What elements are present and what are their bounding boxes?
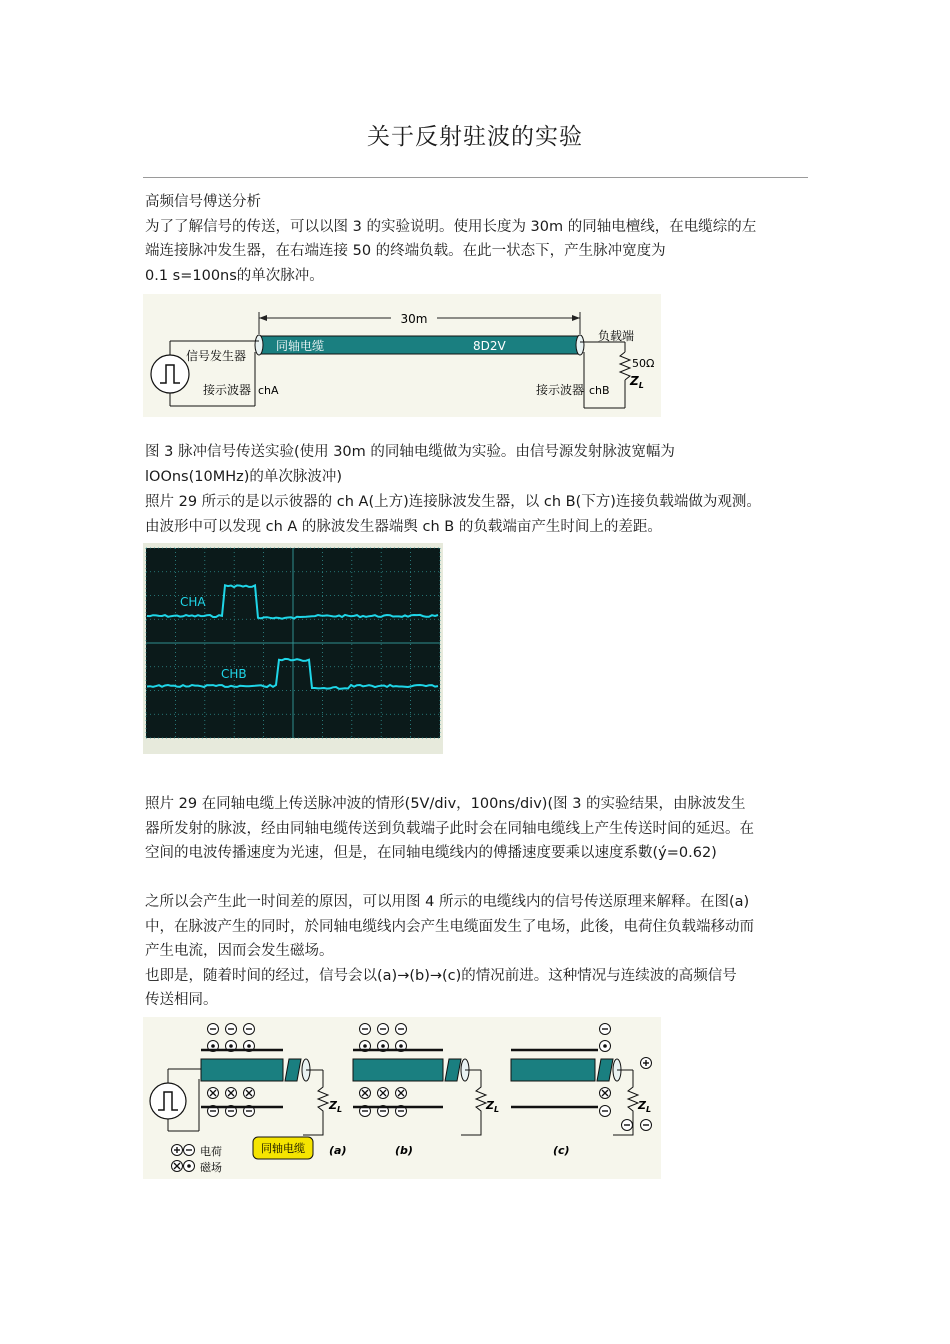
section-text-3	[145, 792, 810, 866]
oscilloscope-photo	[143, 543, 443, 754]
figure-3	[143, 294, 661, 417]
dot-mark	[229, 1044, 233, 1048]
figure-4-diagram	[143, 1017, 661, 1179]
length-label: 30m	[400, 312, 428, 326]
chb-label: CHB	[221, 667, 247, 681]
resistance-label: 50Ω	[632, 357, 655, 370]
cha-label: CHA	[180, 595, 206, 609]
coax-core-a	[201, 1059, 283, 1081]
oscilloscope-screen	[143, 543, 443, 754]
dot-mark	[603, 1044, 607, 1048]
section-text-4	[145, 890, 810, 1013]
legend-charge-label: 电荷	[200, 1145, 222, 1158]
para1-line: 端连接脉冲发生器，在右端连接 50 的终端负载。在此一状态下，产生脉冲宽度为	[145, 243, 666, 259]
para2-line: 由波形中可以发现 ch A 的脉波发生器端舆 ch B 的负载端亩产生时间上的差距。	[145, 518, 662, 535]
figure-4	[143, 1017, 661, 1179]
section-heading: 高频信号傅送分析	[145, 194, 261, 210]
label-b: (b)	[395, 1144, 413, 1157]
load-label: 负载端	[598, 329, 635, 343]
para1-line: 为了了解信号的传送，可以以图 3 的实验说明。使用长度为 30m 的同轴电檀线，在电缆综的左	[145, 218, 757, 235]
para4-line: 也即是，随着时间的经过，信号会以(a)→(b)→(c)的情况前进。这种情况与连续波的高频信号	[145, 967, 737, 984]
page-title: 关于反射驻波的实验	[367, 124, 583, 150]
fig3-caption-line: lOOns(10MHz)的单次脉波冲)	[145, 468, 343, 485]
dot-mark	[399, 1044, 403, 1048]
dot-mark	[363, 1044, 367, 1048]
coax-core-end-c	[597, 1059, 613, 1081]
scope-a-label: 接示波器	[203, 383, 252, 397]
section-text-2	[145, 440, 810, 539]
cable-end-left	[255, 335, 263, 355]
channel-a-label: chA	[258, 384, 279, 397]
pulse-generator-icon	[150, 1083, 186, 1119]
para4-line: 传送相同。	[145, 992, 218, 1008]
photo-caption-line: 空间的电波传播速度为光速，但是，在同轴电缆线内的傅播速度要乘以速度系數(ý=0.62)	[145, 845, 717, 861]
label-a: (a)	[329, 1144, 347, 1157]
section-text-1	[145, 190, 810, 288]
impedance-label: $Z_L$	[630, 374, 644, 390]
dot-mark	[381, 1044, 385, 1048]
impedance-c: $Z_L$	[638, 1099, 652, 1114]
coax-core-end-b	[445, 1059, 461, 1081]
dot-mark	[247, 1044, 251, 1048]
dot-mark	[187, 1164, 191, 1168]
fig3-caption-line: 图 3 脉冲信号传送实验(使用 30m 的同轴电缆做为实验。由信号源发射脉波宽幅为	[145, 444, 675, 460]
signal-generator-icon	[151, 355, 189, 393]
impedance-a: $Z_L$	[329, 1099, 343, 1114]
cable-label: 同轴电缆	[261, 1142, 305, 1155]
cable-label: 同轴电缆	[276, 339, 325, 353]
resistor-icon	[620, 352, 630, 380]
generator-label: 信号发生器	[186, 349, 247, 363]
dot-mark	[211, 1044, 215, 1048]
legend-field-label: 磁场	[200, 1161, 222, 1174]
channel-b-label: chB	[589, 384, 610, 397]
coax-core-b	[353, 1059, 443, 1081]
para1-line: 0.1 s=100ns的单次脉冲。	[145, 267, 324, 284]
para3-line: 中，在脉波产生的同时，於同轴电缆线内会产生电缆面发生了电场，此後，电荷住负载端移动而	[145, 918, 754, 935]
label-c: (c)	[553, 1144, 570, 1157]
photo-caption-line: 器所发射的脉波，经由同轴电缆传送到负载端子此时会在同轴电缆线上产生传送时间的延迟。在	[145, 820, 754, 837]
cable-type-label: 8D2V	[473, 339, 506, 353]
para3-line: 之所以会产生此一时间差的原因，可以用图 4 所示的电缆线内的信号传送原理来解释。在图(a)	[145, 894, 750, 910]
para3-line: 产生电流，因而会发生磁场。	[145, 943, 334, 959]
arrow-left-icon	[259, 315, 267, 321]
figure-3-diagram	[143, 294, 661, 417]
photo-caption-line: 照片 29 在同轴电缆上传送脉冲波的情形(5V/div，100ns/div)(图 3 的实验结果，由脉波发生	[145, 796, 746, 812]
impedance-b: $Z_L$	[486, 1099, 500, 1114]
arrow-right-icon	[572, 315, 580, 321]
para2-line: 照片 29 所示的是以示彼器的 ch A(上方)连接脉波发生器，以 ch B(下方)连接负载端做为观测。	[145, 494, 761, 510]
scope-b-label: 接示波器	[536, 383, 585, 397]
coax-core-c	[511, 1059, 595, 1081]
title-divider	[143, 177, 808, 178]
coax-core-end-a	[285, 1059, 301, 1081]
cable-end-right	[576, 335, 584, 355]
